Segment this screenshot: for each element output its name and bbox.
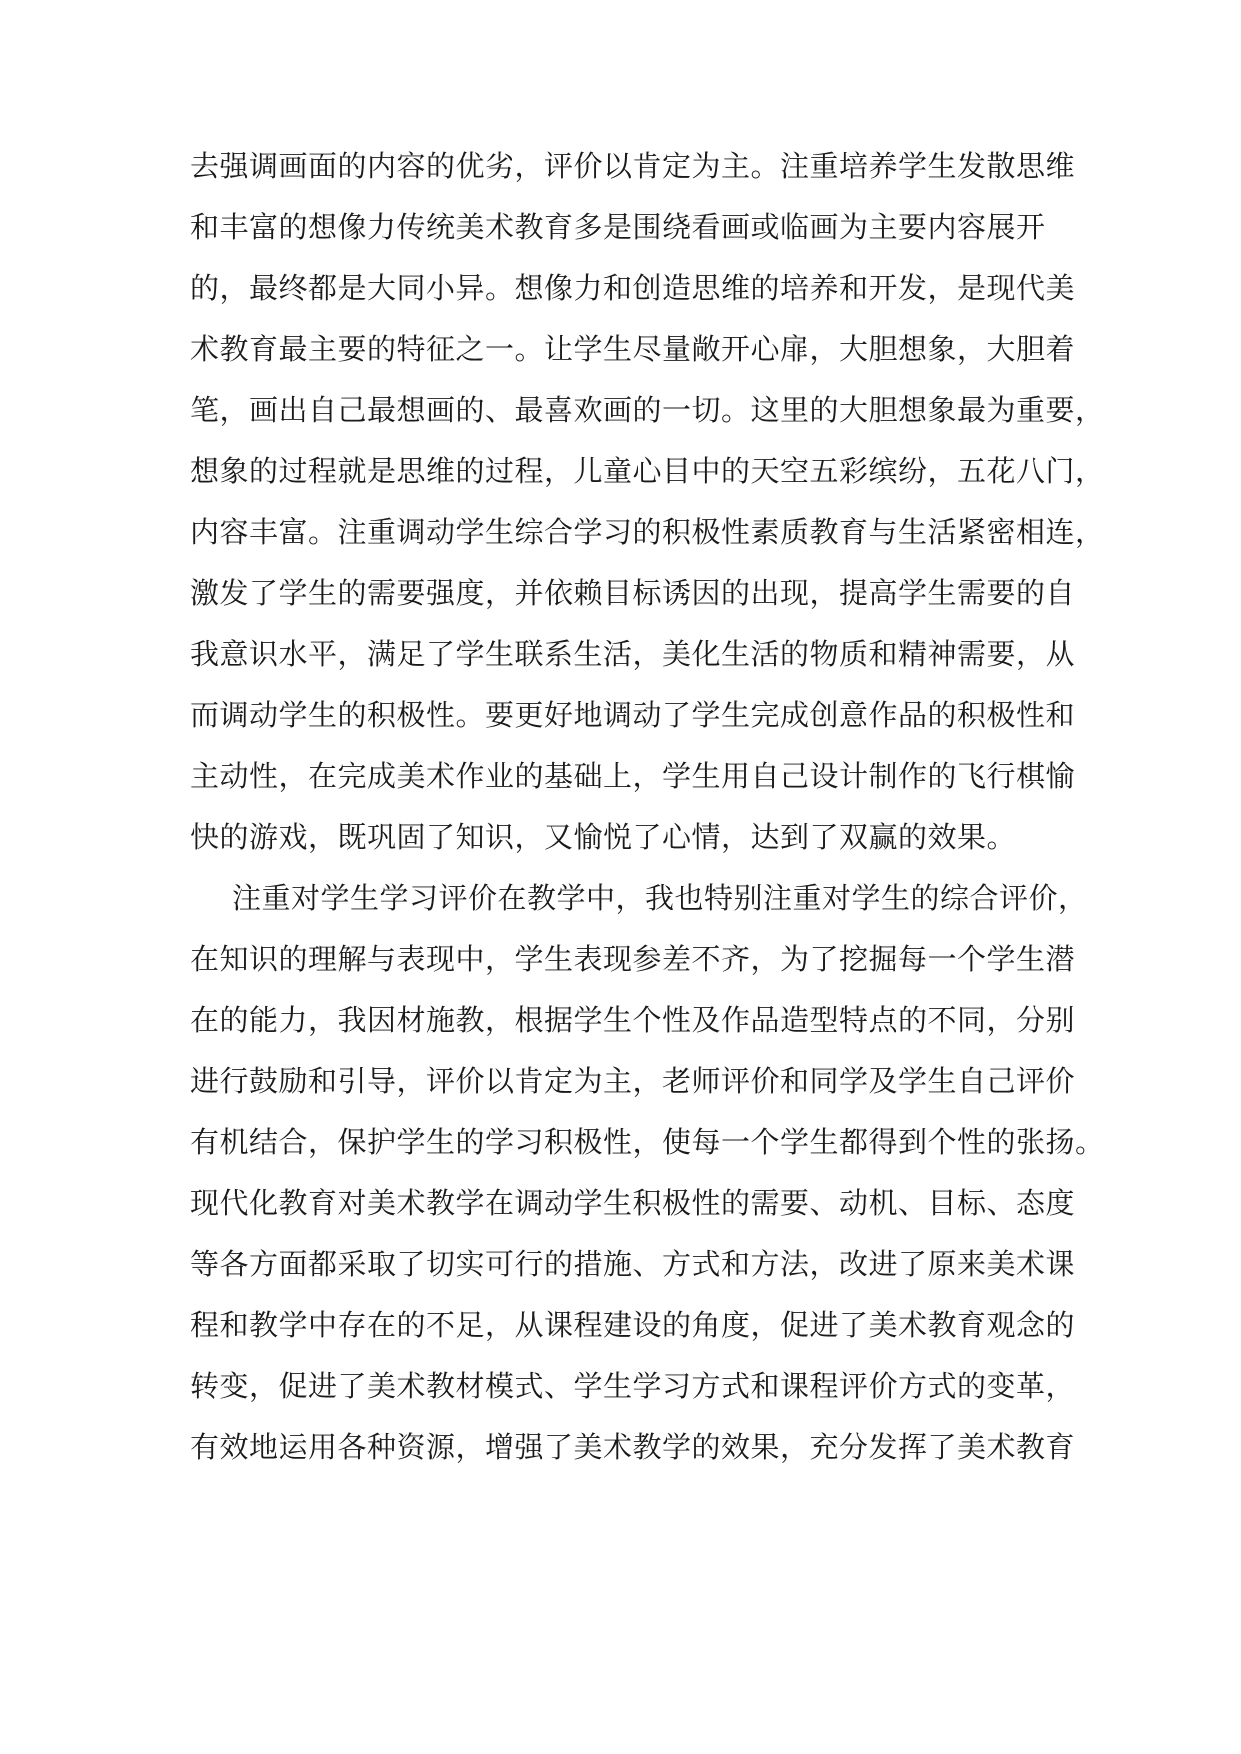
text-line: 有机结合，保护学生的学习积极性，使每一个学生都得到个性的张扬。 bbox=[190, 1125, 1105, 1159]
paragraph-first-line: 注重对学生学习评价在教学中，我也特别注重对学生的综合评价， bbox=[232, 881, 1088, 915]
text-line: 想象的过程就是思维的过程，儿童心目中的天空五彩缤纷，五花八门， bbox=[190, 454, 1105, 488]
text-line: 主动性，在完成美术作业的基础上，学生用自己设计制作的飞行棋愉 bbox=[190, 759, 1076, 793]
text-line: 的，最终都是大同小异。想像力和创造思维的培养和开发，是现代美 bbox=[190, 271, 1076, 305]
text-line: 和丰富的想像力传统美术教育多是围绕看画或临画为主要内容展开 bbox=[190, 210, 1046, 244]
text-line: 有效地运用各种资源，增强了美术教学的效果，充分发挥了美术教育 bbox=[190, 1430, 1076, 1464]
text-line: 转变，促进了美术教材模式、学生学习方式和课程评价方式的变革， bbox=[190, 1369, 1076, 1403]
text-line: 内容丰富。注重调动学生综合学习的积极性素质教育与生活紧密相连， bbox=[190, 515, 1105, 549]
text-line: 现代化教育对美术教学在调动学生积极性的需要、动机、目标、态度 bbox=[190, 1186, 1076, 1220]
text-line: 等各方面都采取了切实可行的措施、方式和方法，改进了原来美术课 bbox=[190, 1247, 1076, 1281]
text-line: 在的能力，我因材施教，根据学生个性及作品造型特点的不同，分别 bbox=[190, 1003, 1076, 1037]
text-line: 快的游戏，既巩固了知识，又愉悦了心情，达到了双赢的效果。 bbox=[190, 820, 1017, 854]
text-line: 去强调画面的内容的优劣，评价以肯定为主。注重培养学生发散思维 bbox=[190, 149, 1076, 183]
text-line: 激发了学生的需要强度，并依赖目标诱因的出现，提高学生需要的自 bbox=[190, 576, 1076, 610]
text-line: 术教育最主要的特征之一。让学生尽量敞开心扉，大胆想象，大胆着 bbox=[190, 332, 1076, 366]
text-line: 在知识的理解与表现中，学生表现参差不齐，为了挖掘每一个学生潜 bbox=[190, 942, 1076, 976]
text-line: 笔，画出自己最想画的、最喜欢画的一切。这里的大胆想象最为重要， bbox=[190, 393, 1105, 427]
text-line: 程和教学中存在的不足，从课程建设的角度，促进了美术教育观念的 bbox=[190, 1308, 1076, 1342]
text-line: 我意识水平，满足了学生联系生活，美化生活的物质和精神需要，从 bbox=[190, 637, 1076, 671]
text-line: 进行鼓励和引导，评价以肯定为主，老师评价和同学及学生自己评价 bbox=[190, 1064, 1076, 1098]
text-line: 而调动学生的积极性。要更好地调动了学生完成创意作品的积极性和 bbox=[190, 698, 1076, 732]
